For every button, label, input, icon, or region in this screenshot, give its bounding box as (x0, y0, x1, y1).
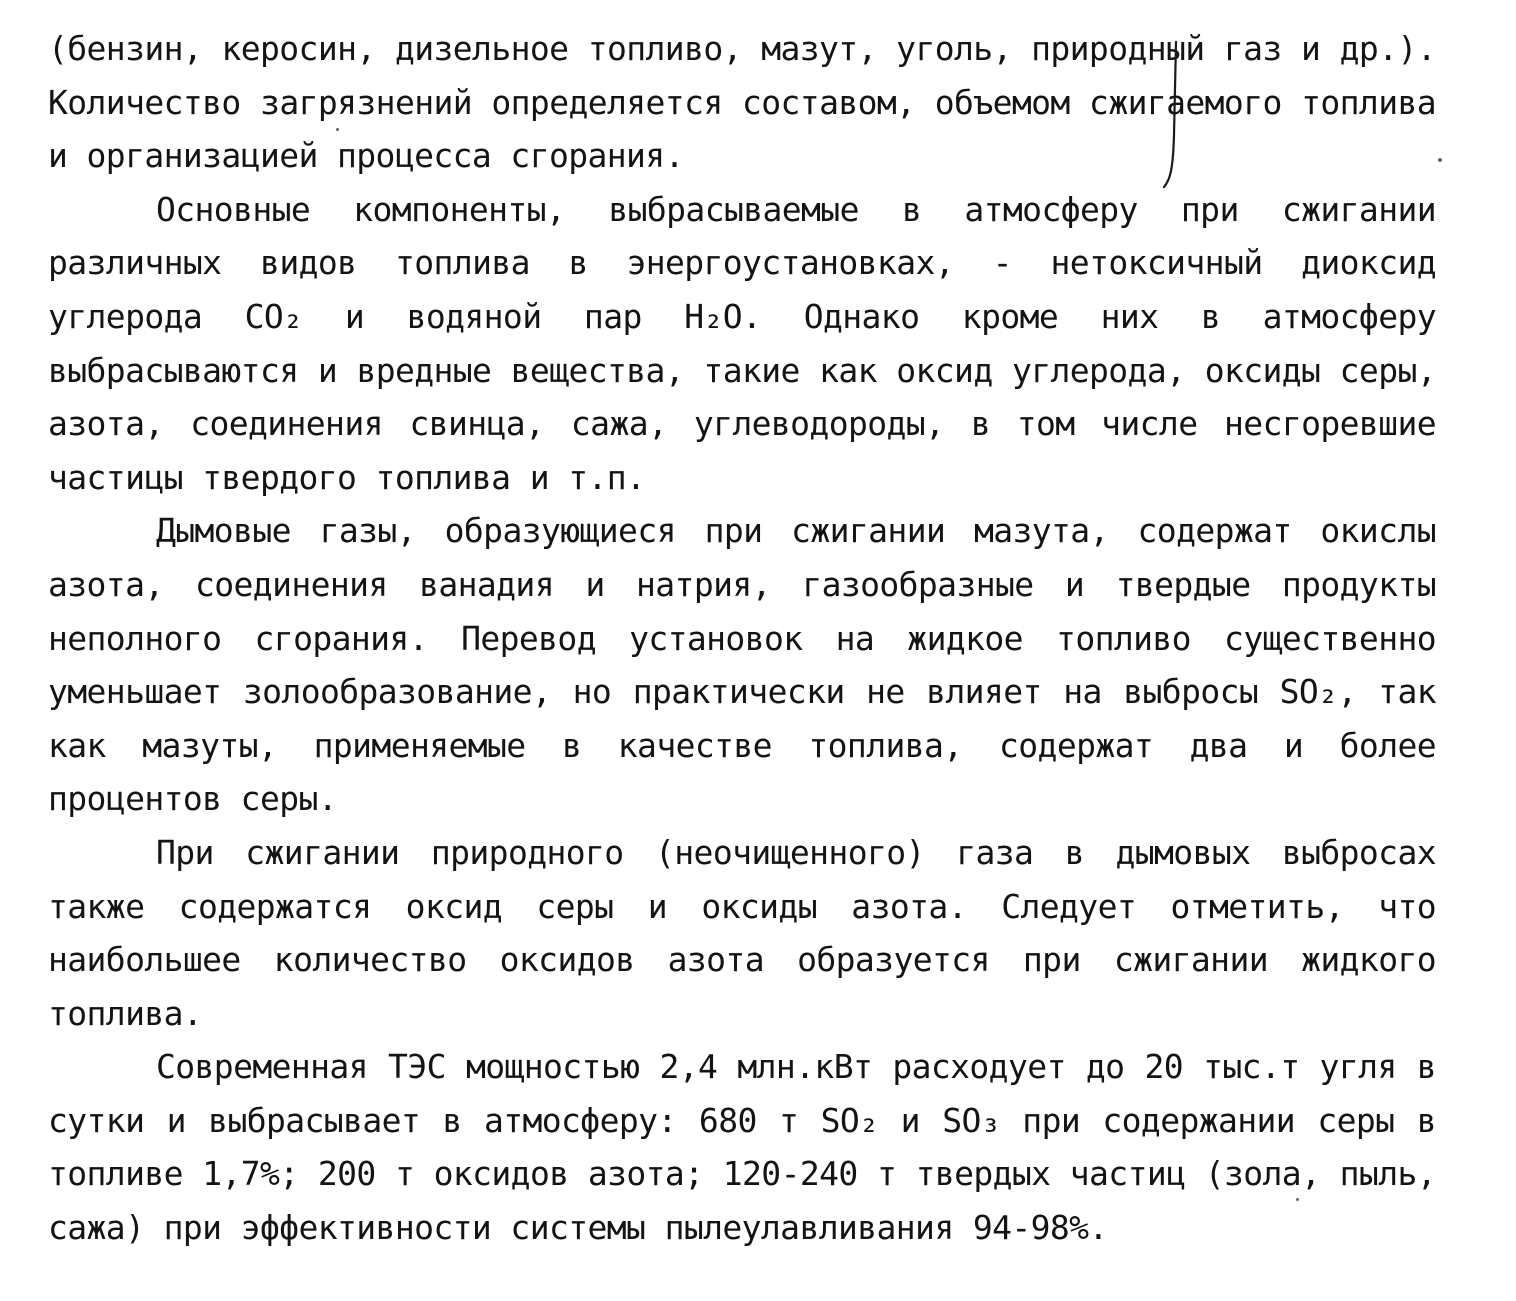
paragraph-fuel-oil-flue-gases: Дымовые газы, образующиеся при сжигании мазута, содержат окислы азота, соединения ванадия и натрия, газообразные и твердые продукты неполного сгорания. Перевод установок на жидкое топливо существенно уменьшает золообразование, но практически не влияет на выбросы SO₂, так как мазуты, применяемые в качестве топлива, содержат два и более процентов серы. (48, 511, 1436, 819)
scan-speck (1438, 158, 1442, 162)
scan-speck (336, 128, 339, 131)
document-page (48, 22, 1436, 1255)
scan-speck (1296, 1198, 1299, 1201)
paragraph-main-components: Основные компоненты, выбрасываемые в атмосферу при сжигании различных видов топлива в энергоустановках, - нетоксичный диоксид углерода CO₂ и водяной пар H₂O. Однако кроме них в атмосферу выбрасываются и вредные вещества, такие как оксид углерода, оксиды серы, азота, соединения свинца, сажа, углеводороды, в том числе несгоревшие частицы твердого топлива и т.п. (48, 189, 1436, 497)
paragraph-power-plant-emissions: Современная ТЭС мощностью 2,4 млн.кВт расходует до 20 тыс.т угля в сутки и выбрасывает в атмосферу: 680 т SO₂ и SO₃ при содержании серы в топливе 1,7%; 200 т оксидов азота; 120-240 т твердых частиц (зола, пыль, сажа) при эффективности системы пылеулавливания 94-98%. (48, 1047, 1436, 1248)
paragraph-fuels-intro: (бензин, керосин, дизельное топливо, мазут, уголь, природный газ и др.). Количество загрязнений определяется составом, объемом сжигаемого топлива и организацией процесса сгорания. (48, 29, 1436, 176)
paragraph-natural-gas: При сжигании природного (неочищенного) газа в дымовых выбросах также содержатся оксид серы и оксиды азота. Следует отметить, что наибольшее количество оксидов азота образуется при сжигании жидкого топлива. (48, 832, 1436, 1033)
